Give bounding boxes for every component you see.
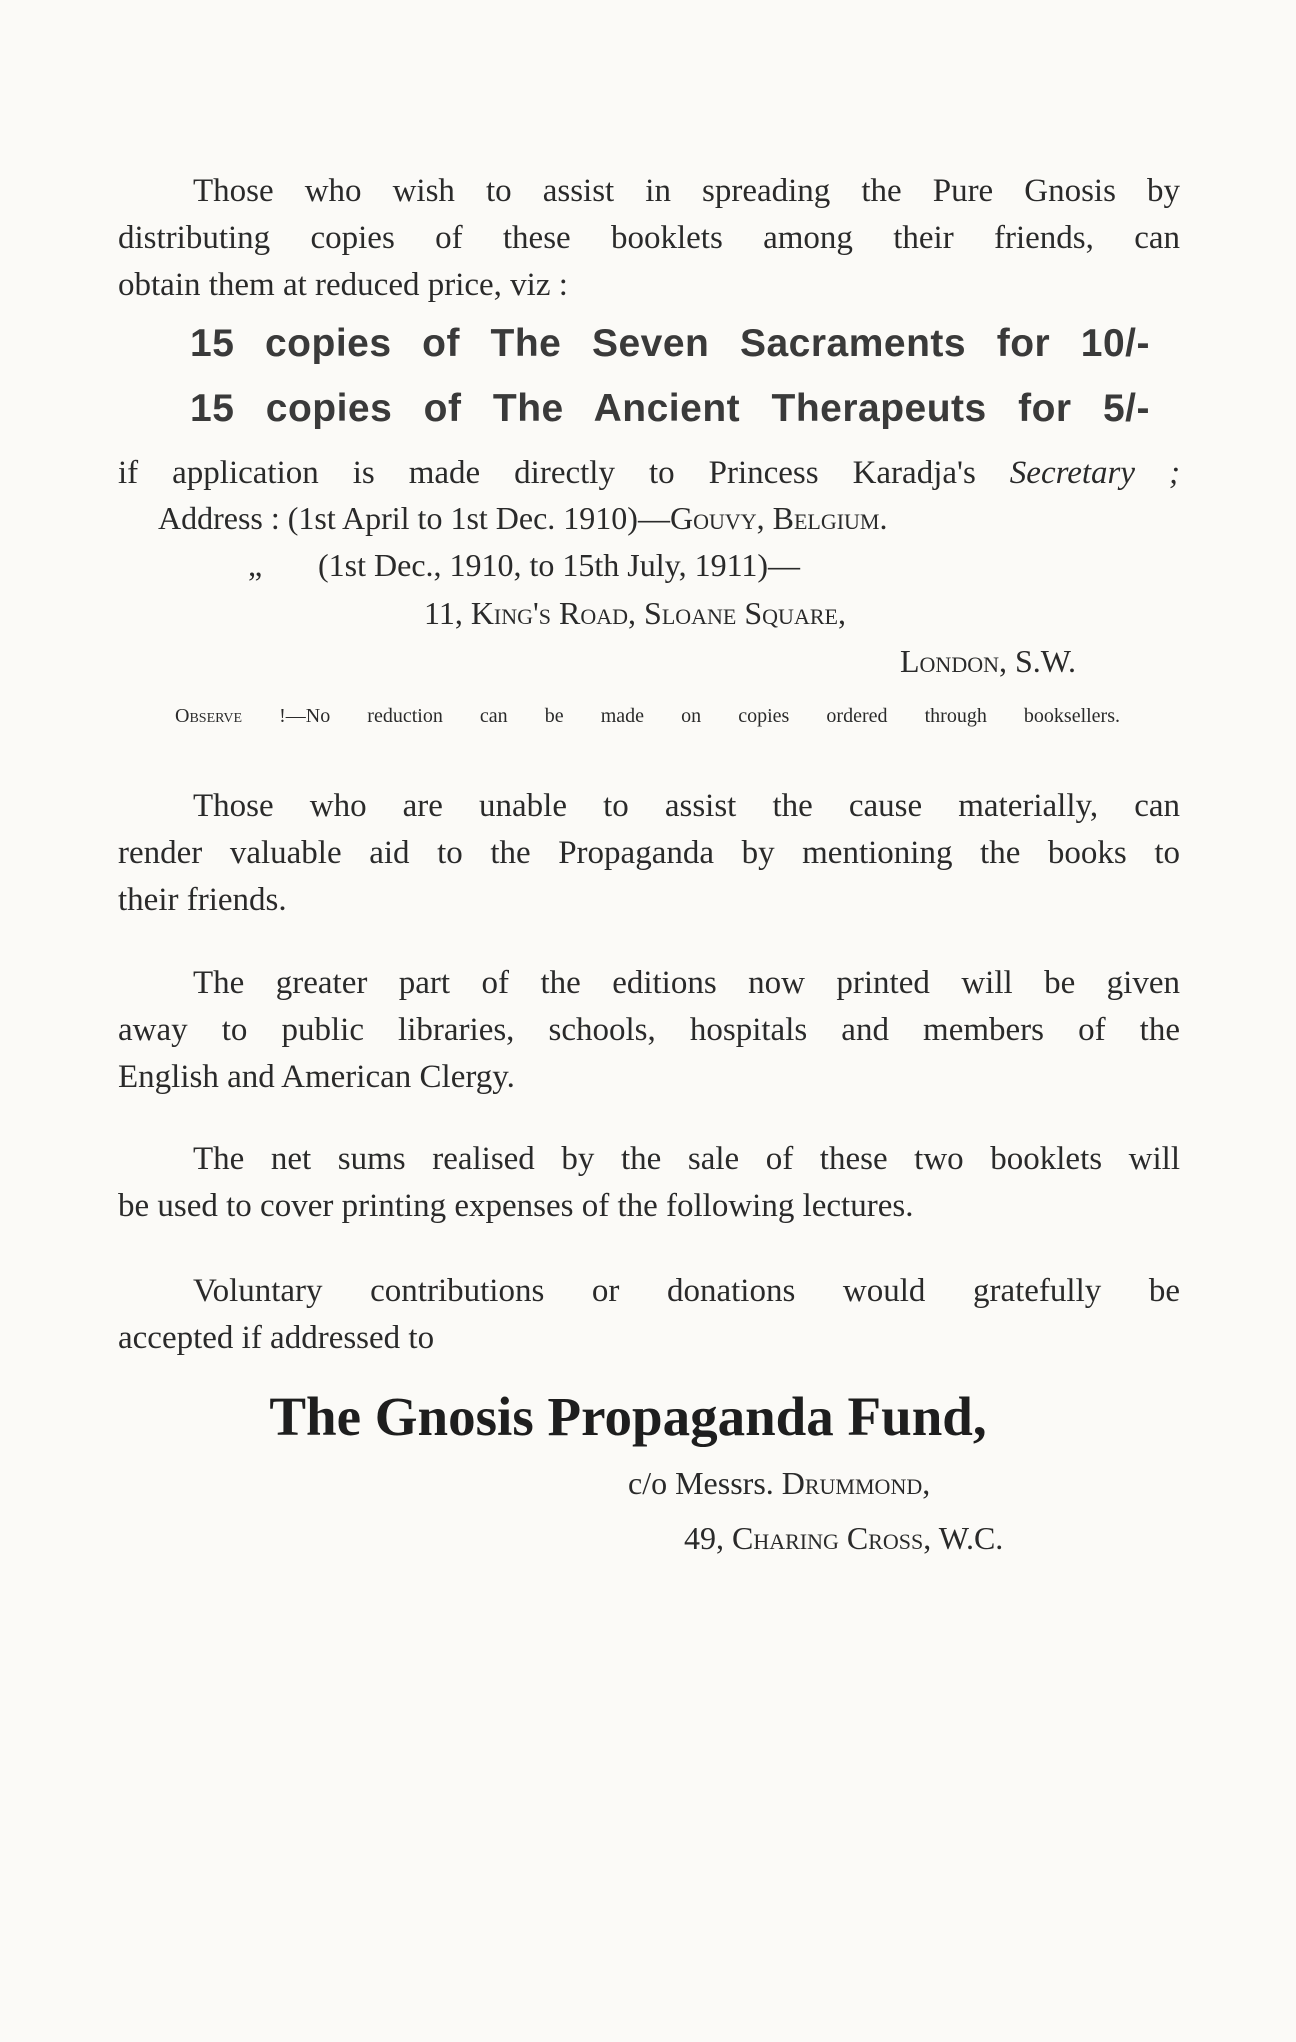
- application-line: [118, 450, 1180, 497]
- fund-title: [0, 1385, 1296, 1448]
- application-text: if application is made directly to Princess Karadja's: [118, 455, 976, 491]
- intro-line-1: Those who wish to assist in spreading the Pure Gnosis by: [193, 173, 1180, 209]
- paragraph-line: The greater part of the editions now printed will be given: [193, 965, 1180, 1001]
- intro-line-3: obtain them at reduced price, viz :: [118, 267, 568, 303]
- paragraph-line: English and American Clergy.: [118, 1059, 515, 1095]
- fund-care-of: [628, 1465, 930, 1502]
- paragraph-line: Voluntary contributions or donations would gratefully be: [193, 1273, 1180, 1309]
- fund-street: 49, Charing Cross, W.C.: [684, 1520, 1004, 1556]
- paragraph-line: accepted if addressed to: [118, 1320, 435, 1356]
- paragraph-line: render valuable aid to the Propaganda by mentioning the books to: [118, 835, 1180, 871]
- address-line-1: [158, 500, 888, 537]
- paragraph-net-sums: [118, 1136, 1180, 1230]
- paragraph-assist-materially: [118, 783, 1180, 924]
- intro-line-2: distributing copies of these booklets among their friends, can: [118, 220, 1180, 256]
- address-street: 11, King's Road, Sloane Square,: [424, 595, 846, 631]
- intro-paragraph: [118, 168, 1180, 309]
- address-period-2: (1st Dec., 1910, to 15th July, 1911)—: [318, 547, 801, 583]
- paragraph-line: Those who are unable to assist the cause materially, can: [193, 788, 1180, 824]
- fund-title-text: The Gnosis Propaganda Fund,: [269, 1386, 987, 1447]
- offer-seven-sacraments: 15 copies of The Seven Sacraments for 10/-: [190, 322, 1150, 365]
- paragraph-line: away to public libraries, schools, hospitals and members of the: [118, 1012, 1180, 1048]
- paragraph-line: be used to cover printing expenses of the following lectures.: [118, 1188, 914, 1224]
- observe-text: —No reduction can be made on copies ordered through booksellers.: [285, 705, 1120, 727]
- address-label: Address :: [158, 500, 280, 536]
- care-of-text: c/o Messrs.: [628, 1465, 774, 1501]
- address-city: London, S.W.: [900, 643, 1077, 679]
- address-ditto-mark: „: [248, 547, 263, 583]
- offer-ancient-therapeuts: 15 copies of The Ancient Therapeuts for 5/-: [190, 387, 1150, 430]
- observe-label: Observe !: [175, 705, 286, 727]
- secretary-text: Secretary ;: [1009, 455, 1180, 491]
- paragraph-editions: [118, 960, 1180, 1101]
- care-of-name: Drummond,: [781, 1465, 931, 1501]
- paragraph-line: their friends.: [118, 882, 287, 918]
- address-place-1: Gouvy, Belgium.: [669, 500, 888, 536]
- paragraph-contributions: [118, 1268, 1180, 1362]
- paragraph-line: The net sums realised by the sale of these two booklets will: [193, 1141, 1180, 1177]
- address-period-1: (1st April to 1st Dec. 1910)—: [287, 500, 670, 536]
- observe-note: [175, 705, 1120, 728]
